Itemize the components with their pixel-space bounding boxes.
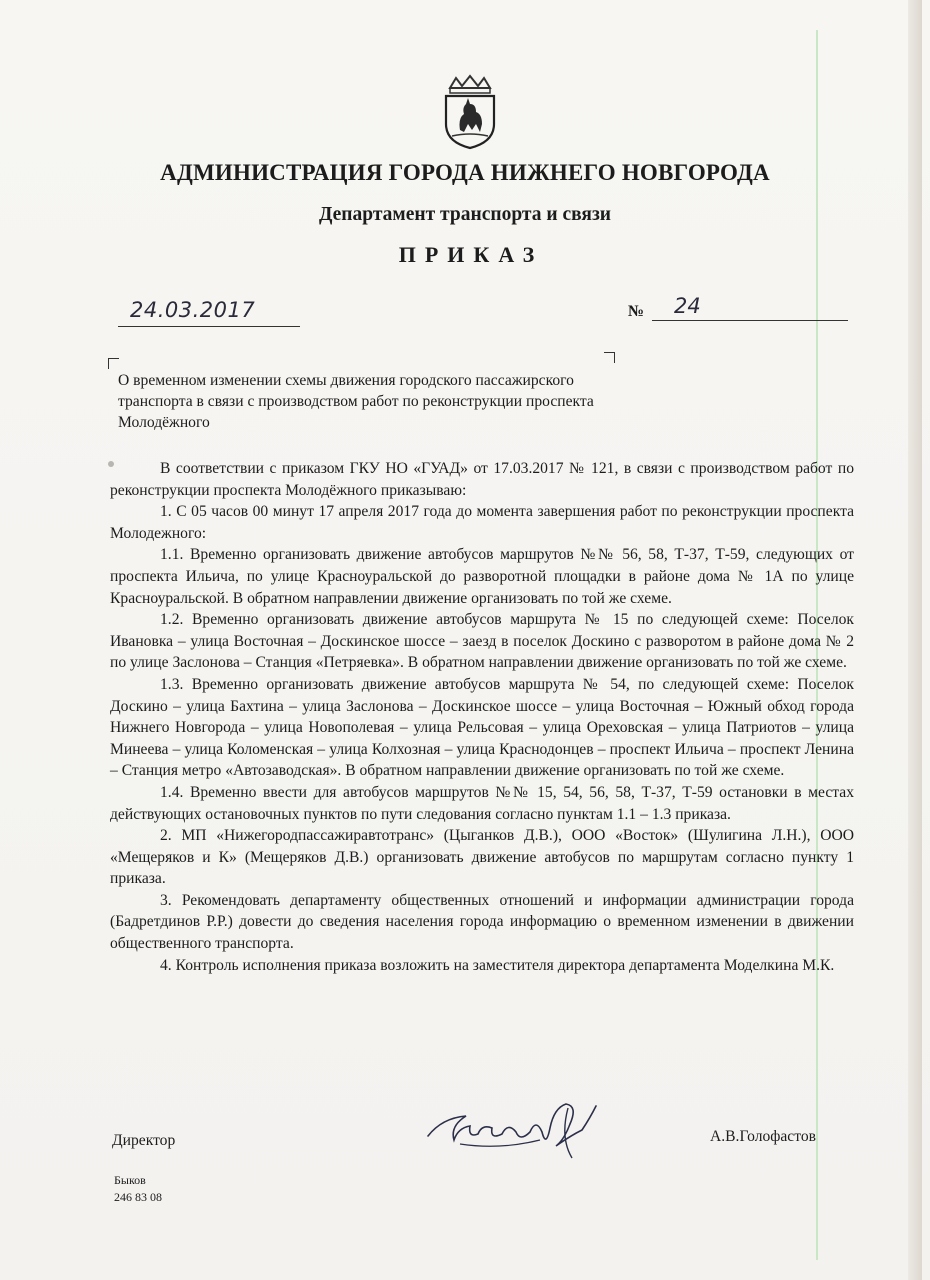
organization-title: АДМИНИСТРАЦИЯ ГОРОДА НИЖНЕГО НОВГОРОДА <box>160 160 770 185</box>
handwritten-date: 24.03.2017 <box>130 298 256 322</box>
paragraph-3: 3. Рекомендовать департаменту общественных отношений и информации администрации города (Бадретдинов Р.Р.) довести до сведения населения города информацию о временном изменении в движении общественного транспорта. <box>110 891 854 953</box>
paragraph-4: 4. Контроль исполнения приказа возложить на заместителя директора департамента Моделкина М.К. <box>160 956 835 974</box>
paragraph-1-1: 1.1. Временно организовать движение автобусов маршрутов №№ 56, 58, Т-37, Т-59, следующих от проспекта Ильича, по улице Красноуральской до разворотной площадки в районе дома № 1А по улице Красноуральской. В обратном направлении движение организовать по той же схеме. <box>110 546 854 607</box>
executor-info <box>114 1172 162 1206</box>
signatory-name: А.В.Голофастов <box>710 1128 816 1145</box>
date-field <box>118 298 300 327</box>
department-name: Департамент транспорта и связи <box>318 204 612 225</box>
signatory-title: Директор <box>112 1132 176 1149</box>
page-edge-shadow <box>908 0 922 1280</box>
document-type: ПРИКАЗ <box>398 242 544 267</box>
handwritten-signature <box>420 1088 610 1164</box>
order-body <box>110 458 854 976</box>
number-label: № <box>628 303 645 320</box>
order-subject: О временном изменении схемы движения городского пассажирского транспорта в связи с производством работ по реконструкции проспекта Молодёжного <box>118 372 594 431</box>
paragraph-1-3: 1.3. Временно организовать движение автобусов маршрута № 54, по следующей схеме: Поселок Доскино – улица Бахтина – улица Заслонова – Доскинское шоссе – улица Восточная – Южный обход города Нижнего Новгорода – улица Новополевая – улица Рельсовая – улица Ореховская – улица Патриотов – улица Минеева – улица Коломенская – улица Колхозная – улица Краснодонцев – проспект Ильича – проспект Ленина – Станция метро «Автозаводская». В обратном направлении движение организовать по той же схеме. <box>110 675 854 780</box>
handwritten-number: 24 <box>674 294 701 318</box>
paragraph-preamble: В соответствии с приказом ГКУ НО «ГУАД» от 17.03.2017 № 121, в связи с производством работ по реконструкции проспекта Молодёжного приказываю: <box>110 460 854 499</box>
subject-bracket-right <box>604 352 615 363</box>
subject-bracket-left <box>108 358 119 369</box>
paragraph-1-4: 1.4. Временно ввести для автобусов маршрутов №№ 15, 54, 56, 58, Т-37, Т-59 остановки в местах действующих остановочных пунктов по пути следования согласно пунктам 1.1 – 1.3 приказа. <box>110 783 854 823</box>
paragraph-2: 2. МП «Нижегородпассажиравтотранс» (Цыганков Д.В.), ООО «Восток» (Шулигина Л.Н.), ООО «Мещеряков и К» (Мещеряков Д.В.) организовать движение автобусов по маршрутам согласно пункту 1 приказа. <box>110 827 854 888</box>
paragraph-1: 1. С 05 часов 00 минут 17 апреля 2017 года до момента завершения работ по реконструкции проспекта Молодежного: <box>110 503 854 542</box>
city-coat-of-arms-icon <box>442 74 498 150</box>
executor-name: Быков <box>114 1173 146 1187</box>
number-field <box>652 296 848 321</box>
executor-phone: 246 83 08 <box>114 1190 162 1204</box>
paragraph-1-2: 1.2. Временно организовать движение автобусов маршрута № 15 по следующей схеме: Поселок Ивановка – улица Восточная – Доскинское шоссе – заезд в поселок Доскино с разворотом в районе дома № 2 по улице Заслонова – Станция «Петряевка». В обратном направлении движение организовать по той же схеме. <box>110 611 854 672</box>
